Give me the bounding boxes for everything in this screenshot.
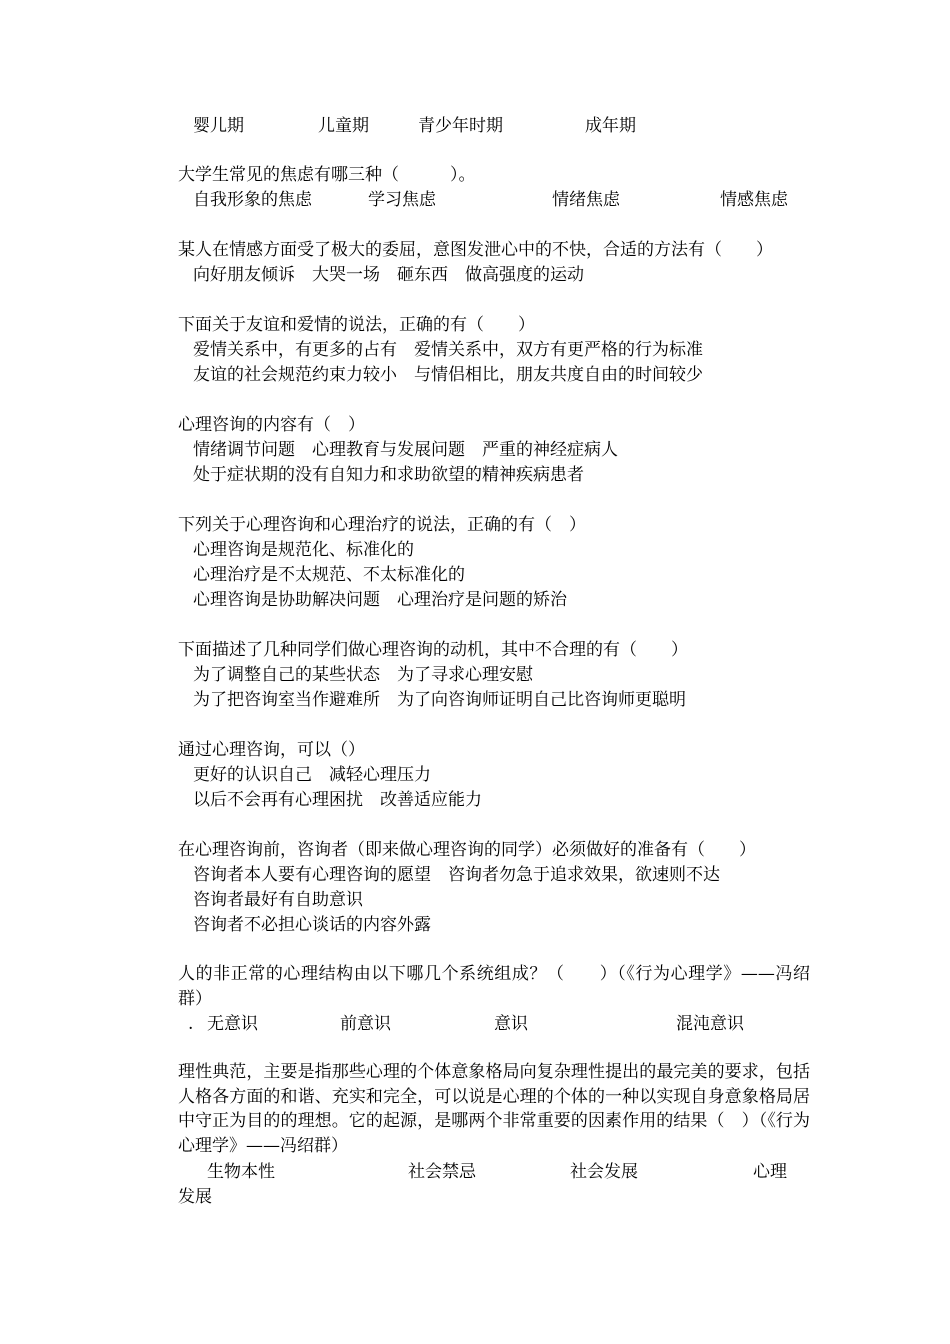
question-text: 大学生常见的焦虑有哪三种（ ）。	[178, 165, 476, 185]
question-text: 下列关于心理咨询和心理治疗的说法，正确的有（ ）	[178, 515, 586, 535]
question-text: 某人在情感方面受了极大的委屈，意图发泄心中的不快，合适的方法有（ ）	[178, 240, 773, 260]
option-prefix: .	[188, 1014, 194, 1034]
option-line: 向好朋友倾诉 大哭一场 砸东西 做高强度的运动	[193, 265, 584, 285]
option-line: 咨询者本人要有心理咨询的愿望 咨询者勿急于追求效果，欲速则不达	[193, 865, 720, 885]
option-d: 心理	[753, 1162, 787, 1182]
question-text: 理性典范，主要是指那些心理的个体意象格局向复杂理性提出的最完美的要求，包括人格各方面的和谐、充实和完全，可以说是心理的个体的一种以实现自身意象格局居中守正为目的的理想。它的起源，是哪两个非常重要的因素作用的结果（ ）（《行为心理学》——冯绍群）	[178, 1062, 810, 1156]
question-text: 通过心理咨询，可以（）	[178, 740, 365, 760]
option-line: 为了调整自己的某些状态 为了寻求心理安慰	[193, 665, 533, 685]
option-line: 心理咨询是规范化、标准化的	[193, 540, 414, 560]
option-d-continued: 发展	[178, 1187, 212, 1207]
option-line: 以后不会再有心理困扰 改善适应能力	[193, 790, 482, 810]
option-c: 青少年时期	[418, 116, 503, 136]
option-c: 意识	[494, 1014, 528, 1034]
option-d: 成年期	[585, 116, 636, 136]
option-line: 心理咨询是协助解决问题 心理治疗是问题的矫治	[193, 590, 567, 610]
option-line: 处于症状期的没有自知力和求助欲望的精神疾病患者	[193, 465, 584, 485]
question-text: 在心理咨询前，咨询者（即来做心理咨询的同学）必须做好的准备有（ ）	[178, 840, 756, 860]
option-line: 友谊的社会规范约束力较小 与情侣相比，朋友共度自由的时间较少	[193, 365, 703, 385]
option-line: 为了把咨询室当作避难所 为了向咨询师证明自己比咨询师更聪明	[193, 690, 686, 710]
option-c: 情绪焦虑	[552, 190, 620, 210]
option-b: 儿童期	[318, 116, 369, 136]
option-line: 咨询者不必担心谈话的内容外露	[193, 915, 431, 935]
option-b: 前意识	[340, 1014, 391, 1034]
option-d: 情感焦虑	[720, 190, 788, 210]
option-a: 无意识	[207, 1014, 258, 1034]
option-line: 爱情关系中，有更多的占有 爱情关系中，双方有更严格的行为标准	[193, 340, 703, 360]
option-b: 社会禁忌	[408, 1162, 476, 1182]
question-text: 心理咨询的内容有（ ）	[178, 415, 365, 435]
option-d: 混沌意识	[676, 1014, 744, 1034]
option-line: 情绪调节问题 心理教育与发展问题 严重的神经症病人	[193, 440, 618, 460]
question-text: 下面描述了几种同学们做心理咨询的动机，其中不合理的有（ ）	[178, 640, 688, 660]
option-a: 婴儿期	[193, 116, 244, 136]
option-line: 更好的认识自己 减轻心理压力	[193, 765, 431, 785]
option-b: 学习焦虑	[368, 190, 436, 210]
option-a: 自我形象的焦虑	[193, 190, 312, 210]
option-a: 生物本性	[207, 1162, 275, 1182]
option-line: 咨询者最好有自助意识	[193, 890, 363, 910]
option-line: 心理治疗是不太规范、不太标准化的	[193, 565, 465, 585]
question-text: 人的非正常的心理结构由以下哪几个系统组成？（ ）（《行为心理学》——冯绍群）	[178, 964, 810, 1009]
option-c: 社会发展	[570, 1162, 638, 1182]
question-text: 下面关于友谊和爱情的说法，正确的有（ ）	[178, 315, 535, 335]
